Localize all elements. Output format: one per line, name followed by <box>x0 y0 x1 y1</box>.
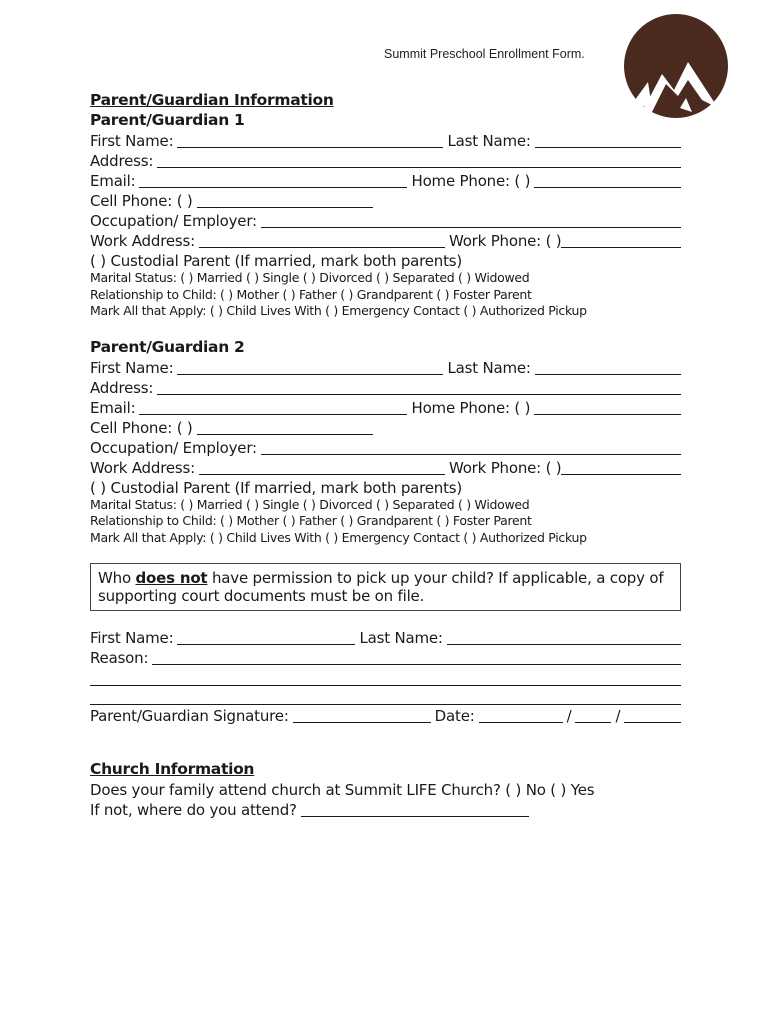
guardian-1-address-field[interactable] <box>157 152 681 168</box>
guardian-2-mark-all[interactable]: Mark All that Apply: ( ) Child Lives With ( ) Emergency Contact ( ) Authorized Pickup <box>90 529 587 545</box>
section-title-guardian-info: Parent/Guardian Information <box>90 91 334 109</box>
guardian-2-address-field[interactable] <box>157 379 681 395</box>
guardian-2-name-row <box>90 357 681 377</box>
guardian-2-marital-status[interactable]: Marital Status: ( ) Married ( ) Single ( ) Divorced ( ) Separated ( ) Widowed <box>90 496 530 512</box>
form-title: Summit Preschool Enrollment Form. <box>384 47 585 61</box>
home-phone-label: Home Phone: ( ) <box>411 172 531 190</box>
occupation-label: Occupation/ Employer: <box>90 438 257 457</box>
guardian-1-mark-all[interactable]: Mark All that Apply: ( ) Child Lives With ( ) Emergency Contact ( ) Authorized Pickup <box>90 303 587 318</box>
guardian-2-email-row <box>90 397 681 417</box>
guardian-1-email-field[interactable] <box>139 172 407 188</box>
guardian-1-relationship[interactable]: Relationship to Child: ( ) Mother ( ) Father ( ) Grandparent ( ) Foster Parent <box>90 286 532 302</box>
guardian-2-relationship[interactable]: Relationship to Child: ( ) Mother ( ) Father ( ) Grandparent ( ) Foster Parent <box>90 513 532 528</box>
guardian-1-custodial[interactable]: ( ) Custodial Parent (If married, mark both parents) <box>90 252 463 270</box>
guardian-1-cell-phone-field[interactable] <box>197 192 373 208</box>
guardian-2-cell-row <box>90 417 681 437</box>
date-month-field[interactable] <box>479 707 563 723</box>
restricted-first-name-field[interactable] <box>177 629 355 645</box>
cell-phone-label: Cell Phone: ( ) <box>90 192 193 210</box>
address-label: Address: <box>90 378 154 397</box>
guardian-2-work-row <box>90 457 681 477</box>
guardian-2-cell-phone-field[interactable] <box>197 419 373 435</box>
guardian-2-block <box>90 337 681 547</box>
guardian-1-email-row <box>90 170 681 190</box>
guardian-2-home-phone-field[interactable] <box>534 399 681 415</box>
restricted-reason-line-2[interactable] <box>90 667 681 686</box>
guardian-2-email-field[interactable] <box>139 399 407 415</box>
address-label: Address: <box>90 152 154 170</box>
work-phone-label: Work Phone: ( ) <box>448 232 562 250</box>
guardian-1-first-name-field[interactable] <box>177 132 443 148</box>
work-phone-label: Work Phone: ( ) <box>448 458 562 477</box>
guardian-1-name-row <box>90 130 681 150</box>
first-name-label: First Name: <box>90 132 174 150</box>
email-label: Email: <box>90 172 136 190</box>
home-phone-label: Home Phone: ( ) <box>411 398 531 417</box>
first-name-label: First Name: <box>90 358 174 377</box>
guardian-2-first-name-field[interactable] <box>177 359 443 375</box>
notice-emphasis: does not <box>135 569 208 587</box>
occupation-label: Occupation/ Employer: <box>90 212 257 230</box>
church-where-row <box>90 799 681 819</box>
reason-label: Reason: <box>90 649 149 667</box>
guardian-1-last-name-field[interactable] <box>535 132 681 148</box>
first-name-label: First Name: <box>90 629 174 647</box>
guardian-2-address-row <box>90 377 681 397</box>
notice-prefix: Who <box>98 569 136 587</box>
guardian-2-work-address-field[interactable] <box>199 459 445 475</box>
notice-suffix: have permission to pick up your child? If applicable, a copy of supporting court documents must be on file. <box>98 569 664 605</box>
date-day-field[interactable] <box>575 707 611 723</box>
guardian-1-work-row <box>90 230 681 250</box>
last-name-label: Last Name: <box>447 132 531 150</box>
guardian-1-heading: Parent/Guardian 1 <box>90 111 245 129</box>
guardian-2-work-phone-field[interactable] <box>561 459 681 475</box>
guardian-1-work-address-field[interactable] <box>199 232 445 248</box>
church-where-field[interactable] <box>301 801 529 817</box>
guardian-1-cell-row <box>90 190 681 210</box>
restricted-reason-row <box>90 647 681 667</box>
where-label: If not, where do you attend? <box>90 801 297 819</box>
restricted-reason-field[interactable] <box>152 649 681 665</box>
date-slash-1: / <box>566 707 572 725</box>
guardian-1-block <box>90 110 681 320</box>
guardian-1-occupation-field[interactable] <box>261 212 681 228</box>
church-info-block <box>90 759 681 819</box>
date-label: Date: <box>434 707 475 725</box>
guardian-1-occupation-row <box>90 210 681 230</box>
guardian-1-home-phone-field[interactable] <box>534 172 681 188</box>
guardian-1-work-phone-field[interactable] <box>561 232 681 248</box>
guardian-2-occupation-row <box>90 437 681 457</box>
guardian-2-occupation-field[interactable] <box>261 439 681 455</box>
guardian-1-marital-status[interactable]: Marital Status: ( ) Married ( ) Single ( ) Divorced ( ) Separated ( ) Widowed <box>90 270 530 285</box>
date-year-field[interactable] <box>624 707 681 723</box>
guardian-2-last-name-field[interactable] <box>535 359 681 375</box>
form-content <box>90 90 681 819</box>
work-address-label: Work Address: <box>90 232 195 250</box>
signature-label: Parent/Guardian Signature: <box>90 707 289 725</box>
signature-row <box>90 705 681 725</box>
last-name-label: Last Name: <box>447 358 531 377</box>
date-slash-2: / <box>615 707 621 725</box>
work-address-label: Work Address: <box>90 458 195 477</box>
last-name-label: Last Name: <box>359 629 443 647</box>
restricted-reason-line-3[interactable] <box>90 686 681 705</box>
signature-field[interactable] <box>293 707 431 723</box>
restricted-name-row <box>90 627 681 647</box>
restricted-person-block <box>90 627 681 725</box>
pickup-restriction-notice <box>90 563 681 611</box>
cell-phone-label: Cell Phone: ( ) <box>90 418 193 437</box>
guardian-2-heading: Parent/Guardian 2 <box>90 337 245 356</box>
restricted-last-name-field[interactable] <box>447 629 681 645</box>
guardian-2-custodial[interactable]: ( ) Custodial Parent (If married, mark both parents) <box>90 478 463 497</box>
guardian-1-address-row <box>90 150 681 170</box>
email-label: Email: <box>90 398 136 417</box>
church-info-heading: Church Information <box>90 760 255 778</box>
church-attend-question[interactable]: Does your family attend church at Summit LIFE Church? ( ) No ( ) Yes <box>90 781 595 799</box>
